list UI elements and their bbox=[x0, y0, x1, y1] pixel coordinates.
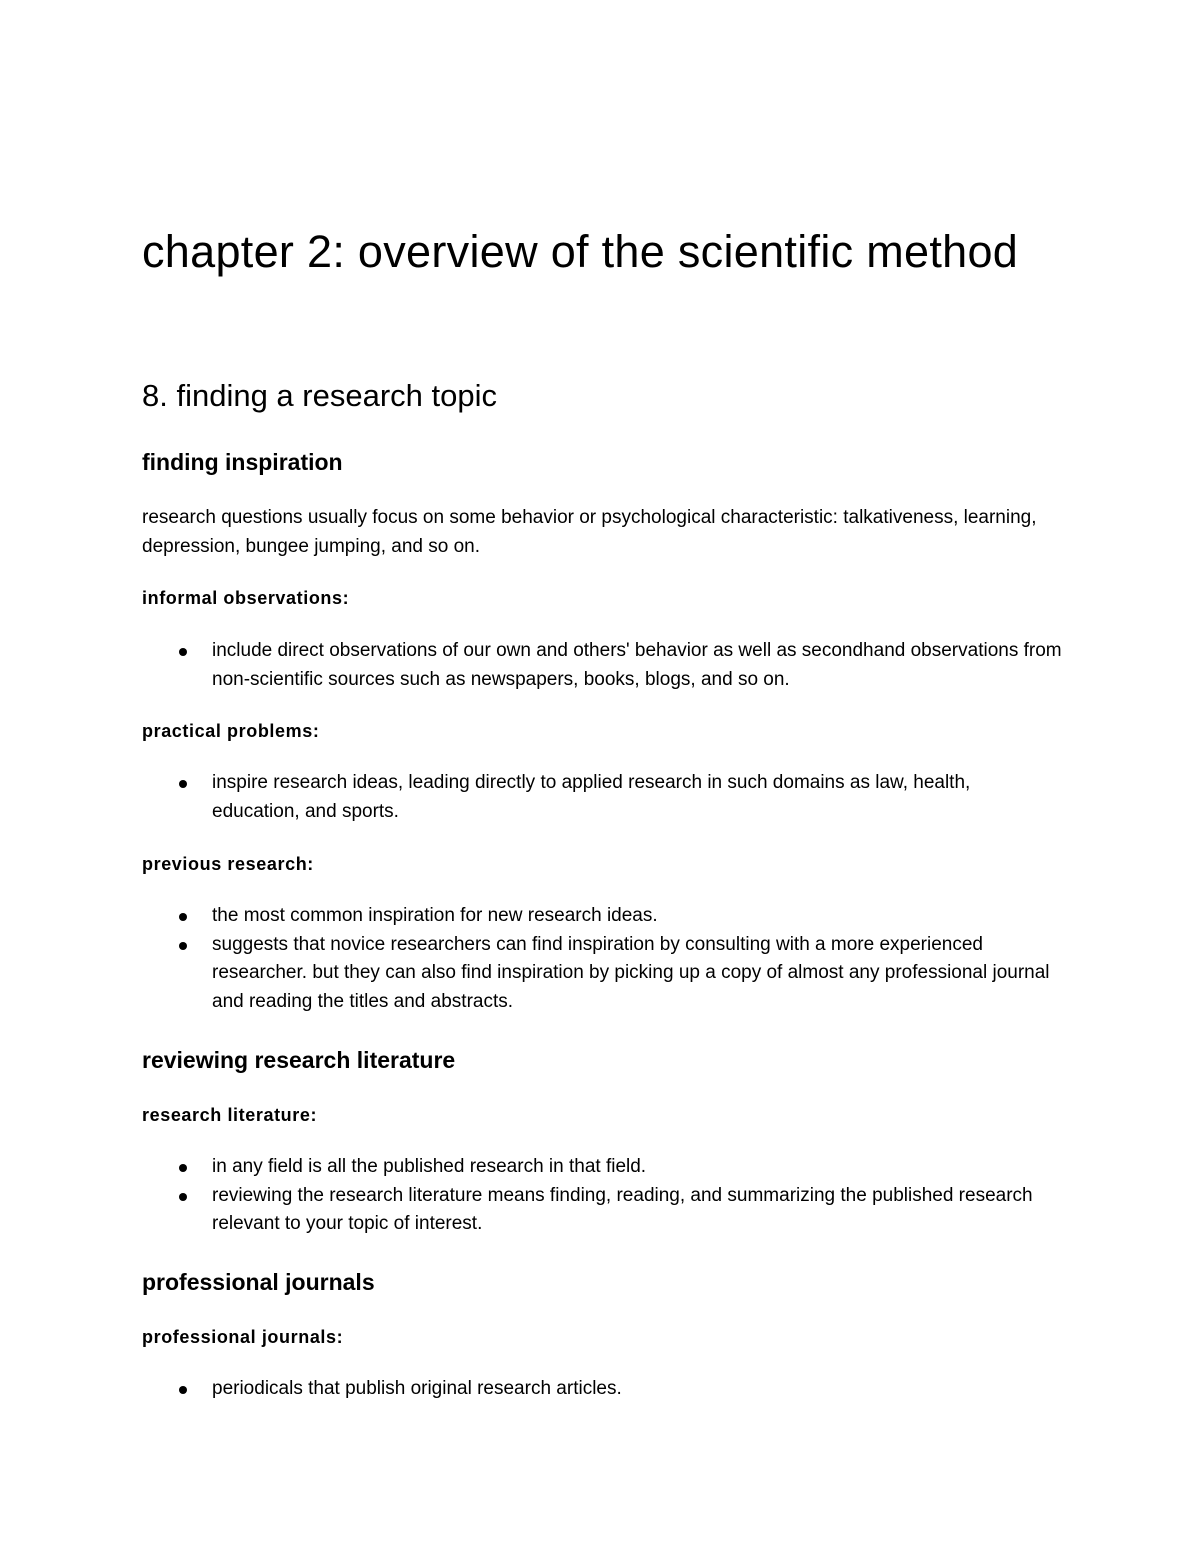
list-item bbox=[142, 769, 1062, 826]
bullet-icon bbox=[179, 648, 187, 656]
finding-inspiration-heading: finding inspiration bbox=[142, 449, 343, 475]
professional-journals-label: professional journals: bbox=[142, 1327, 344, 1347]
list-item bbox=[142, 637, 1062, 694]
list-item bbox=[142, 902, 1062, 931]
bullet-icon bbox=[179, 1386, 187, 1394]
informal-observations-list bbox=[142, 637, 1062, 694]
list-item bbox=[142, 1153, 1062, 1182]
practical-problems-label: practical problems: bbox=[142, 721, 320, 741]
research-literature-list bbox=[142, 1153, 1062, 1239]
bullet-icon bbox=[179, 1164, 187, 1172]
research-literature-label: research literature: bbox=[142, 1105, 318, 1125]
reviewing-literature-heading: reviewing research literature bbox=[142, 1047, 456, 1073]
list-item-text: periodicals that publish original research articles. bbox=[212, 1378, 622, 1399]
informal-observations-label: informal observations: bbox=[142, 588, 350, 608]
bullet-icon bbox=[179, 913, 187, 921]
finding-inspiration-intro: research questions usually focus on some behavior or psychological characteristic: talkativeness, learning, depression, bungee jumping, and so on. bbox=[142, 507, 1037, 557]
previous-research-list bbox=[142, 902, 1062, 1016]
bullet-icon bbox=[179, 1193, 187, 1201]
list-item bbox=[142, 1375, 1062, 1404]
list-item-text: in any field is all the published research in that field. bbox=[212, 1156, 647, 1177]
bullet-icon bbox=[179, 780, 187, 788]
list-item bbox=[142, 931, 1062, 1017]
list-item bbox=[142, 1182, 1062, 1239]
professional-journals-heading: professional journals bbox=[142, 1269, 375, 1295]
list-item-text: the most common inspiration for new research ideas. bbox=[212, 905, 658, 926]
section-heading: 8. finding a research topic bbox=[142, 378, 497, 413]
practical-problems-list bbox=[142, 769, 1062, 826]
document-title: chapter 2: overview of the scientific method bbox=[142, 226, 1019, 277]
previous-research-label: previous research: bbox=[142, 854, 314, 874]
professional-journals-list bbox=[142, 1375, 1062, 1404]
list-item-text: include direct observations of our own and others' behavior as well as secondhand observations from non-scientific sources such as newspapers, books, blogs, and so on. bbox=[212, 640, 1062, 690]
list-item-text: inspire research ideas, leading directly to applied research in such domains as law, health, education, and sports. bbox=[212, 772, 971, 822]
list-item-text: suggests that novice researchers can find inspiration by consulting with a more experienced researcher. but they can also find inspiration by picking up a copy of almost any professional journal and reading the titles and abstracts. bbox=[212, 933, 1050, 1012]
list-item-text: reviewing the research literature means finding, reading, and summarizing the published research relevant to your topic of interest. bbox=[212, 1184, 1033, 1234]
bullet-icon bbox=[179, 942, 187, 950]
